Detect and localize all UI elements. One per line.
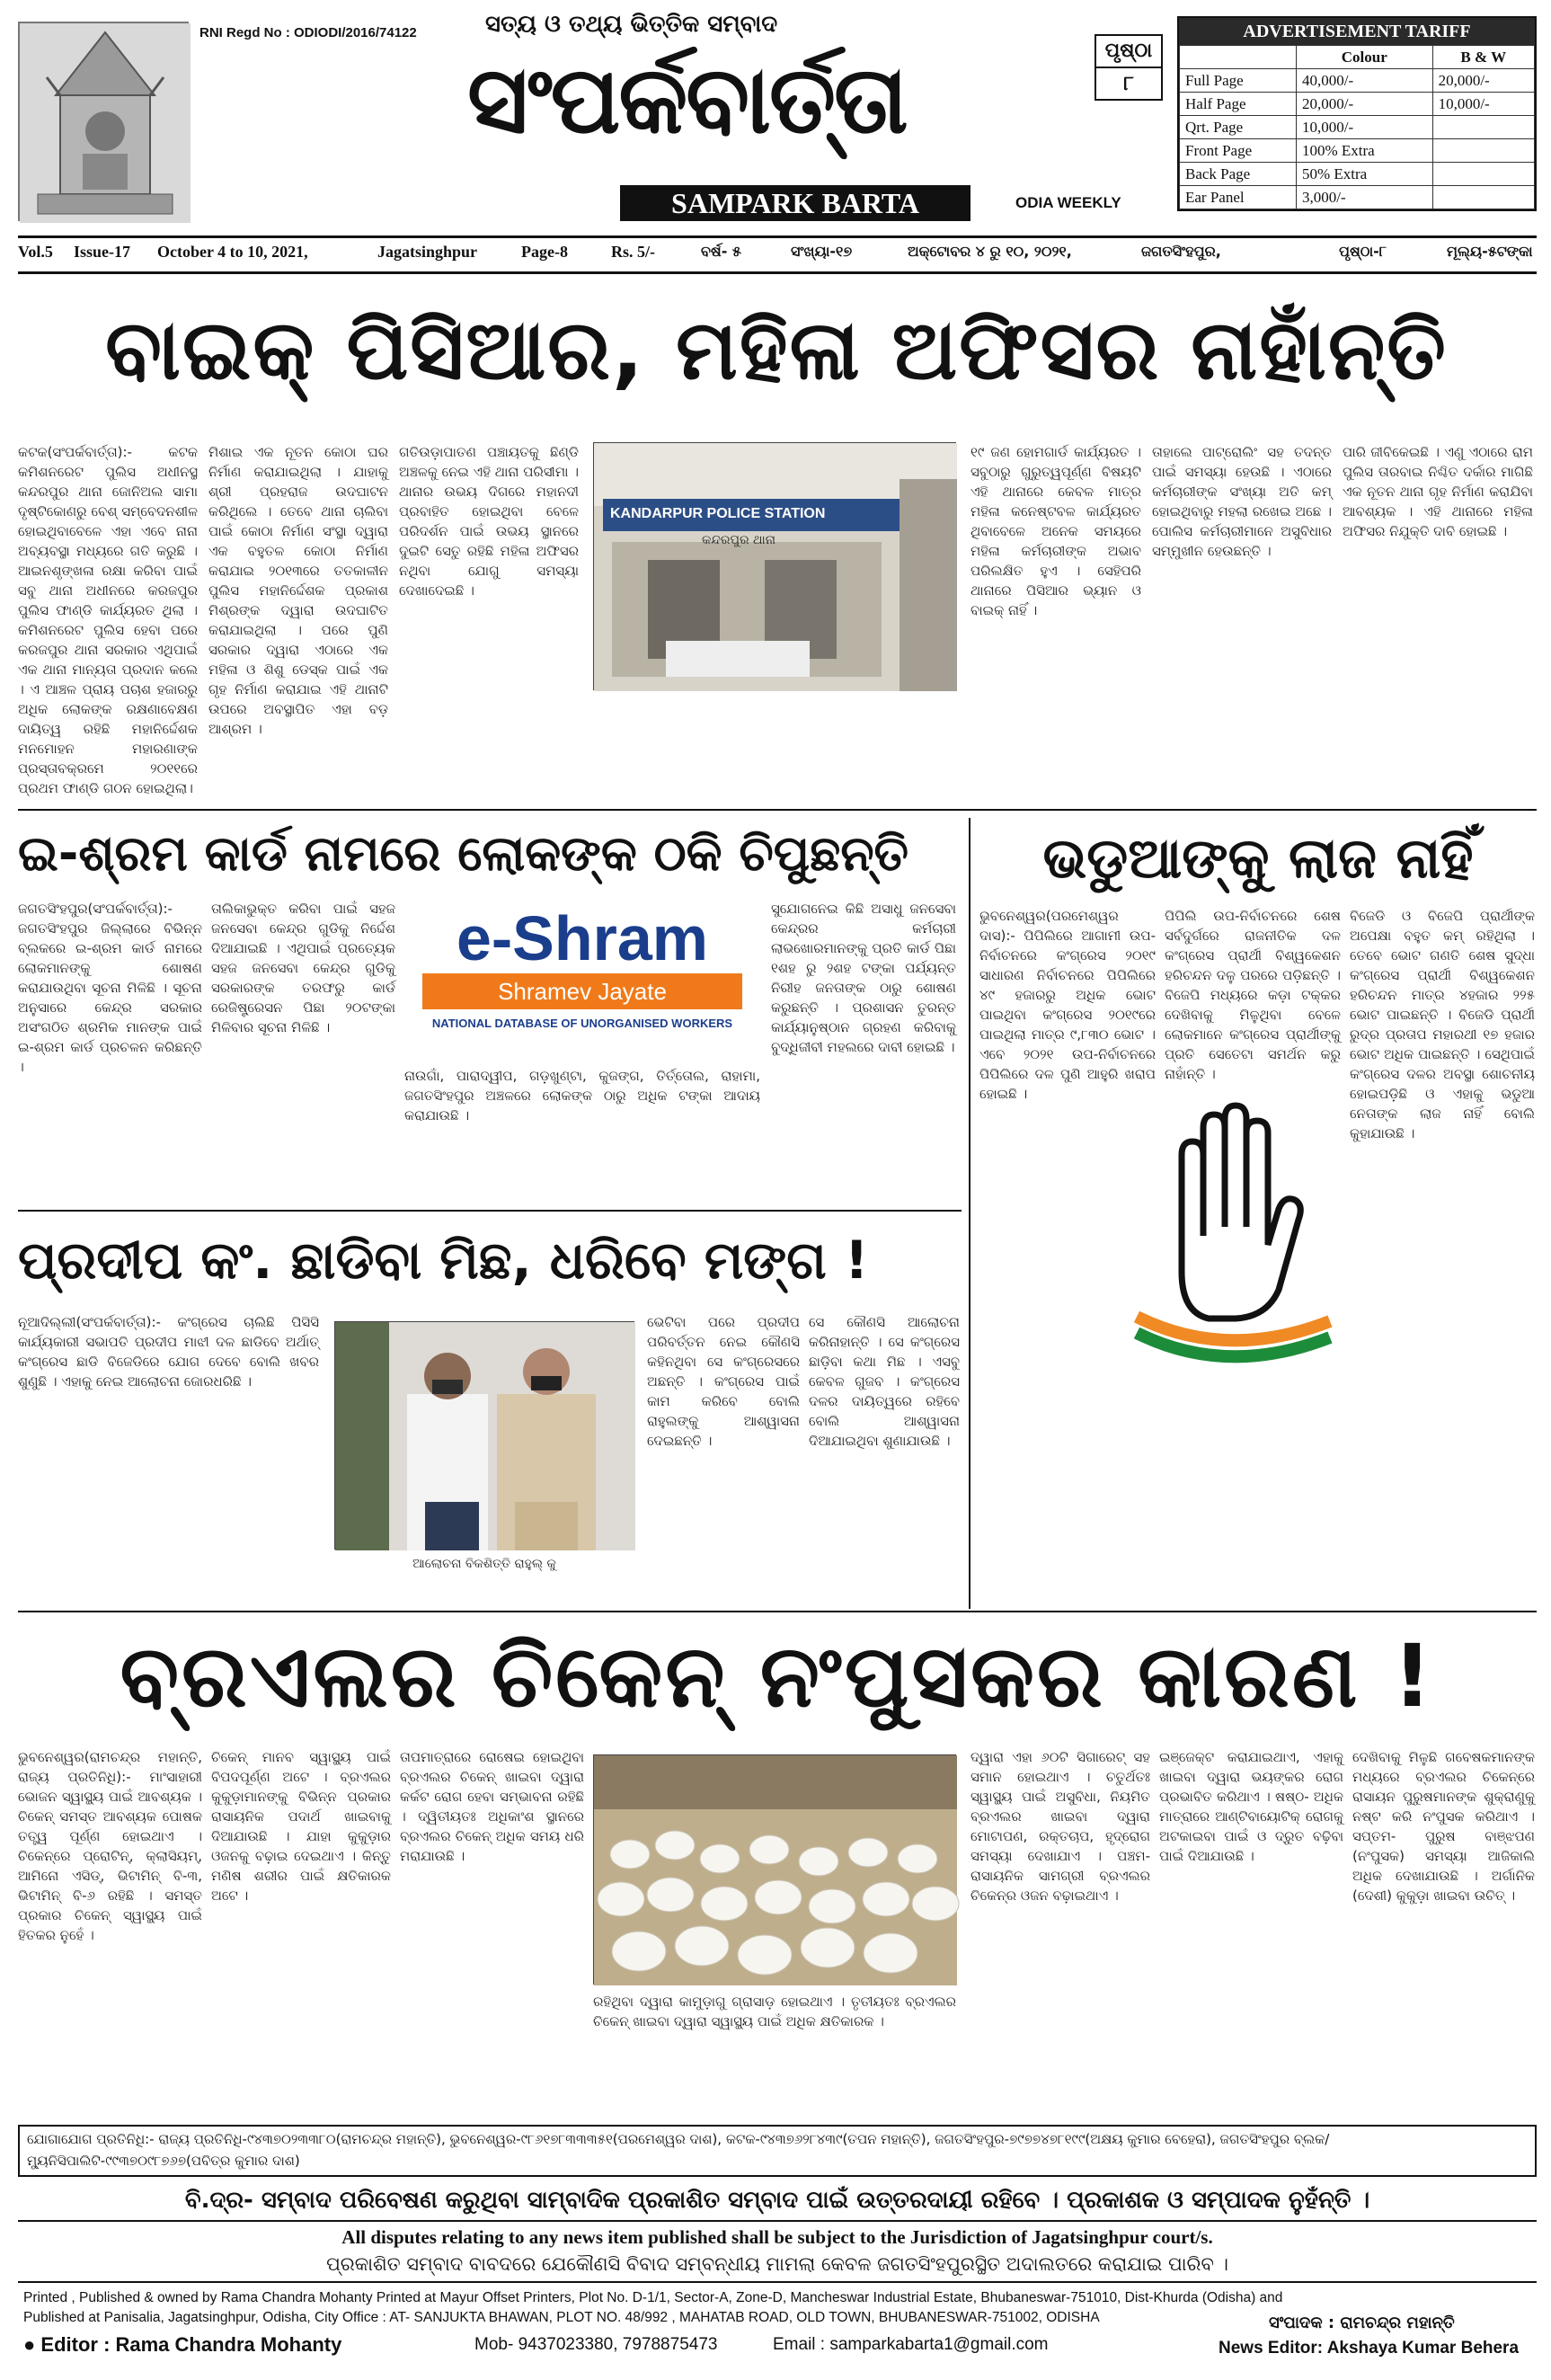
dateline-place: Jagatsinghpur bbox=[377, 243, 478, 261]
story1-col1: କଟକ(ସଂପର୍କବାର୍ତ୍ତା):- କଟକ କମିଶନରେଟ ପୁଲିସ ଅଧୀନସ୍ଥ କନ୍ଦରପୁର ଥାନା ଜୋନିଅଲ ସାମା ଦୃଷ୍ଟିକୋଣରୁ ବେଶ୍ ସମ୍ବେଦନଶୀଳ ହୋଇଥିବାବେଳେ ଏହା ଏବେ ନାନା ଅବ୍ୟବସ୍ଥା ମଧ୍ୟରେ ଗତି କରୁଛି । ଆଇନଶୃଙ୍ଖଳା ରକ୍ଷା କରିବା ପାଇଁ ସବୁ ଥାନା ଅଧୀନରେ କରଜପୁର ପୁଲିସ ଫାଣ୍ଡି କାର୍ଯ୍ୟରତ ଥିଲା । କମିଶନରେଟ ପୁଲିସ ହେବା ପରେ କରଜପୁର ଥାନା ସରକାର ଏଥିପାଇଁ ଏକ ଥାନା ମାନ୍ୟତା ପ୍ରଦାନ କଲେ । ଏ ଆଞ୍ଚଳ ପ୍ରାୟ ପଚାଶ ହଜାରରୁ ଅଧିକ ଲୋକଙ୍କ ରକ୍ଷଣାବେକ୍ଷଣ ଦାୟିତ୍ୱ ରହିଛି ମହାନିର୍ଦ୍ଦେଶକ ମନମୋହନ ମହାରଣାଙ୍କ ପ୍ରସ୍ତାବକ୍ରମେ ୨୦୧୧ରେ ପ୍ରଥମ ଫାଣ୍ଡି ଗଠନ ହୋଇଥିଲା। bbox=[18, 444, 198, 796]
eshram-logo-sub: Shramev Jayate bbox=[498, 978, 667, 1005]
footer-rule-2 bbox=[18, 2281, 1537, 2283]
story2-bottom-rule bbox=[18, 1210, 962, 1212]
story4-col3: ଭେଟିବା ପରେ ପ୍ରଦୀପ ପରିବର୍ତ୍ତନ ନେଇ କୌଣସି କହିନଥିବା ସେ କଂଗ୍ରେସରେ ଅଛନ୍ତି । କଂଗ୍ରେସ ପାଇଁ କାମ କରିବେ ବୋଲି ରାହୁଲଙ୍କୁ ଆଶ୍ୱାସନା ଦେଇଛନ୍ତି । bbox=[647, 1314, 800, 1449]
police-station-sign: KANDARPUR POLICE STATION bbox=[610, 506, 826, 521]
eshram-logo-caption: NATIONAL DATABASE OF UNORGANISED WORKERS bbox=[431, 1017, 733, 1030]
tariff-row bbox=[1180, 69, 1535, 93]
tariff-label: Back Page bbox=[1180, 163, 1297, 186]
story2-col1: ଜଗତସିଂହପୁର(ସଂପର୍କବାର୍ତ୍ତା):- ଜଗତସିଂହପୁର ଜିଲ୍ଲାରେ ବିଭିନ୍ନ ବ୍ଲକରେ ଇ-ଶ୍ରମ କାର୍ଡ ନାମରେ ଲୋକମାନଙ୍କୁ ଶୋଷଣ କରାଯାଉଥିବା ସୂଚନା ମିଳିଛି । ସୂଚନା ଅନୁସାରେ କେନ୍ଦ୍ର ସରକାର ଅସଂଗଠିତ ଶ୍ରମିକ ମାନଙ୍କ ପାଇଁ ଇ-ଶ୍ରମ କାର୍ଡ ପ୍ରଚଳନ କରିଛନ୍ତି । bbox=[18, 901, 202, 1075]
tariff-row bbox=[1180, 116, 1535, 139]
story1-headline: ବାଇକ୍ ପିସିଆର, ମହିଳା ଅଫିସର ନାହାଁନ୍ତି bbox=[105, 302, 1448, 398]
story4-col1: ନୂଆଦିଲ୍ଲୀ(ସଂପର୍କବାର୍ତ୍ତା):- କଂଗ୍ରେସ ଚାଲିଛି ପିସିସି କାର୍ଯ୍ୟକାରୀ ସଭାପତି ପ୍ରଦୀପ ମାଝୀ ଦଳ ଛାଡିବେ ଅର୍ଥାତ୍ କଂଗ୍ରେସ ଛାଡି ବିଜେଡିରେ ଯୋଗ ଦେବେ ବୋଲି ଖବର ଶୁଣୁଛି । ଏହାକୁ ନେଇ ଆଲୋଚନା ଜୋରଧରିଛି । bbox=[18, 1314, 319, 1390]
dateline-odia-year: ବର୍ଷ- ୫ bbox=[701, 243, 741, 260]
story3-col2b bbox=[1165, 1381, 1341, 1605]
eshram-logo-sub-bar bbox=[422, 973, 742, 1009]
police-station-photo bbox=[593, 442, 956, 690]
story4-headline: ପ୍ରଦୀପ କଂ. ଛାଡିବା ମିଛ, ଧରିବେ ମଙ୍ଗ ! bbox=[18, 1230, 869, 1291]
editor-email: Email : samparkabarta1@gmail.com bbox=[773, 2335, 1049, 2354]
tariff-colour: 10,000/- bbox=[1297, 116, 1433, 139]
editor-name-odia: ସଂପାଦକ : ରାମଚନ୍ଦ୍ର ମହାନ୍ତି bbox=[1269, 2313, 1455, 2332]
story2-col4: ସୁଯୋଗନେଇ କିଛି ଅସାଧୁ ଜନସେବା କେନ୍ଦ୍ରର କର୍ମଚାରୀ ଲାଭଖୋରମାନଙ୍କୁ ପ୍ରତି କାର୍ଡ ପିଛା ୧ଶହ ରୁ ୨ଶହ ଟଙ୍କା ପର୍ଯ୍ୟନ୍ତ ନିରୀହ ଜନତାଙ୍କ ଠାରୁ ଶୋଷଣ କରୁଛନ୍ତି । ପ୍ରଶାସନ ତୁରନ୍ତ କାର୍ଯ୍ୟାନୁଷ୍ଠାନ ଗ୍ରହଣ କରିବାକୁ ବୁଦ୍ଧିଜୀବୀ ମହଲରେ ଦାବୀ ହୋଇଛି । bbox=[771, 901, 956, 1055]
dateline-odia-page: ପୃଷ୍ଠା-୮ bbox=[1339, 243, 1387, 260]
tariff-row bbox=[1180, 163, 1535, 186]
rahul-photo-caption: ଆଲୋଚନା ବିକଶିତ୍ତି ରାହୁଲ୍ କୁ bbox=[412, 1557, 556, 1571]
dateline-odia-price: ମୂଲ୍ୟ-୫ଟଙ୍କା bbox=[1447, 243, 1533, 260]
tariff-label: Front Page bbox=[1180, 139, 1297, 163]
tariff-colour: 50% Extra bbox=[1297, 163, 1433, 186]
story2-col3: ନାଉଗାଁ, ପାରାଦ୍ୱୀପ, ଗଡ଼ଖୁଣ୍ଟା, କୁଜଙ୍ଗ, ତିର୍ତ୍ତୋଲ, ରାହାମା, ଜଗତସିଂହପୁର ଅଞ୍ଚଳରେ ଲୋକଙ୍କ ଠାରୁ ଅଧିକ ଟଙ୍କା ଆଦାୟ କରାଯାଉଛି । bbox=[404, 1068, 760, 1123]
story1-col4: ୧୯ ଜଣ ହୋମଗାର୍ଡ କାର୍ଯ୍ୟରତ । ସବୁଠାରୁ ଗୁରୁତ୍ୱପୂର୍ଣ୍ଣ ବିଷୟଟି ଏହି ଥାନାରେ କେବଳ ମାତ୍ର ମହିଳା କନେଷ୍ଟବଳ କାର୍ଯ୍ୟରତ ଥିବାବେଳେ ଅନେକ ସମୟରେ ମହିଳା କର୍ମଚାରୀଙ୍କ ଅଭାବ ପରିଲକ୍ଷିତ ହୁଏ । ସେହିପରି ଥାନାରେ ପିସିଆର ଭ୍ୟାନ ଓ ବାଇକ୍ ନାହିଁ । bbox=[970, 444, 1141, 618]
story3-left-rule bbox=[969, 818, 970, 1609]
story1-col2: ମିଶାଇ ଏକ ନୂତନ କୋଠା ଘର ନିର୍ମାଣ କରାଯାଇଥିଲା । ଯାହାକୁ ଶ୍ରୀ ପ୍ରହରାଜ ଉଦଘାଟନ କରିଥିଲେ । ତେବେ ଥାନା ଚାଲିବା ପାଇଁ କୋଠା ନିର୍ମାଣ ସଂସ୍ଥା ଦ୍ୱାରା ଏକ ବହୁତଳ କୋଠା ନିର୍ମାଣ କରାଯାଇ ୨୦୧୩ରେ ତତକାଳୀନ ପୁଲିସ ମହାନିର୍ଦ୍ଦେଶକ ପ୍ରକାଶ ମିଶ୍ରଙ୍କ ଦ୍ୱାରା ଉଦଘାଟିତ କରାଯାଇଥିଲା । ପରେ ପୁଣି ସରକାର ଦ୍ୱାରା ଏଠାରେ ଏକ ମହିଳା ଓ ଶିଶୁ ଡେସ୍କ ପାଇଁ ଏକ ଗୃହ ନିର୍ମାଣ କରାଯାଇ ଏହି ଥାନାଟି ଉପରେ ଅବସ୍ଥାପିତ ଏହା ବଡ଼ ଆଶ୍ରମ । bbox=[208, 444, 388, 737]
tariff-label: Full Page bbox=[1180, 69, 1297, 93]
footer-rule-1 bbox=[18, 2220, 1537, 2222]
masthead bbox=[0, 0, 1551, 232]
story2-col2: ତାଲିକାଭୁକ୍ତ କରିବା ପାଇଁ ସହଜ ଜନସେବା କେନ୍ଦ୍ର ଗୁଡିକୁ ନିର୍ଦ୍ଦେଶ ଦିଆଯାଇଛି । ଏଥିପାଇଁ ପ୍ରତ୍ୟେକ ସହଜ ଜନସେବା କେନ୍ଦ୍ର ଗୁଡିକୁ ସରକାରଙ୍କ ତରଫରୁ କାର୍ଡ ରେଜିଷ୍ଟ୍ରେସନ ପିଛା ୨୦ଟଙ୍କା ମିଳିବାର ସୂଚନା ମିଳିଛି । bbox=[211, 901, 395, 1035]
masthead-title-en-text: SAMPARK BARTA bbox=[671, 187, 919, 219]
eshram-logo bbox=[404, 903, 760, 1058]
tariff-colour: 20,000/- bbox=[1297, 93, 1433, 116]
tariff-colour: 3,000/- bbox=[1297, 186, 1433, 209]
tariff-bw bbox=[1432, 139, 1534, 163]
dateline-vol: Vol.5 bbox=[18, 243, 53, 261]
contacts-text: ଯୋଗାଯୋଗ ପ୍ରତିନିଧି:- ରାଜ୍ୟ ପ୍ରତିନିଧି-୯୪୩୭୦୨୩୩୮୦(ରାମଚନ୍ଦ୍ର ମହାନ୍ତି), ଭୁବନେଶ୍ୱର-୯୮୬୧୭୮୩୩୩୫୧(ପରମେଶ୍ୱର ଦାଶ), କଟକ-୯୪୩୭୬୨୮୪୩୯(ତପନ ମହାନ୍ତି), ଜଗତସିଂହପୁର-୭୯୭୭୪୭୮୧୯୯(ଅକ୍ଷୟ କୁମାର ବେହେରା), ଜଗତସିଂହପୁର ବ୍ଲକ/ମ୍ୟୁନିସିପାଲିଟି-୯୯୩୭୦୯୮୭୬୭(ପବିତ୍ର କୁମାର ଦାଶ) bbox=[27, 2131, 1330, 2169]
tariff-bw bbox=[1432, 186, 1534, 209]
story3-headline: ଭଡୁଆଙ୍କୁ ଲାଜ ନାହିଁ bbox=[1042, 825, 1474, 891]
editor-mobile: Mob- 9437023380, 7978875473 bbox=[474, 2335, 718, 2354]
story5-col3: ତାପମାତ୍ରାରେ ରୋଷେଇ ହୋଇଥିବା ବ୍ରଏଲର ଚିକେନ୍ ଖାଇବା ଦ୍ୱାରା କର୍କଟ ରୋଗ ହେବା ସମ୍ଭାବନା ରହିଛି । ଦ୍ୱିତୀୟତଃ ଅଧିକାଂଶ ସ୍ଥାନରେ ବ୍ରଏଲର ଚିକେନ୍ ଅଧିକ ସମୟ ଧରି ମରାଯାଉଛି । bbox=[400, 1749, 584, 1864]
dateline-dates: October 4 to 10, 2021, bbox=[157, 243, 308, 261]
dateline-bottom-rule bbox=[18, 271, 1537, 274]
story3-col3: ବିଜେଡି ଓ ବିଜେପି ପ୍ରାର୍ଥୀଙ୍କ ଅପେକ୍ଷା ବହୁତ କମ୍ ରହିଥିଲା । ତେବେ ଭୋଟ ଗଣତି ଶେଷ ସୁଦ୍ଧା କଂଗ୍ରେସ ପ୍ରାର୍ଥୀ ବିଶ୍ୱକେଶନ ହରିଚନ୍ଦନ ମାତ୍ର ୪ହଜାର ୨୨୫ ଭୋଟ ପାଇଛନ୍ତି । ବିଜେଡି ପ୍ରାର୍ଥୀ ରୁଦ୍ର ପ୍ରତାପ ମହାରଥୀ ୧୭ ହଜାର ଭୋଟ ଅଧିକ ପାଇଛନ୍ତି । ସେଥିପାଇଁ କଂଗ୍ରେସ ଦଳର ଅବସ୍ଥା ଶୋଚନୀୟ ହୋଇପଡ଼ିଛି ଓ ଏହାକୁ ଭଡୁଆ ନେତାଙ୍କ ଲାଜ ନାହିଁ ବୋଲି କୁହାଯାଉଛି । bbox=[1350, 908, 1535, 1141]
story3-col1: ଭୁବନେଶ୍ୱର(ପରମେଶ୍ୱର ଦାସ):- ପିପିଲିରେ ଆଗାମୀ ଉପ-ନିର୍ବାଚନରେ କଂଗ୍ରେସ ୨୦୧୯ ସାଧାରଣ ନିର୍ବାଚନରେ ପିପିଲିରେ ୪୯ ହଜାରରୁ ଅଧିକ ଭୋଟ ପାଇଥିବା କଂଗ୍ରେସ ୨୦୧୯ରେ ପାଇଥିଲା ମାତ୍ର ୯,୮୩୦ ଭୋଟ । ଏବେ ୨୦୨୧ ଉପ-ନିର୍ବାଚନରେ ପିପିଲିରେ ଦଳ ପୁଣି ଆହୁରି ଖରାପ ହୋଇଛି । bbox=[979, 908, 1156, 1102]
tariff-label: Qrt. Page bbox=[1180, 116, 1297, 139]
tariff-label: Half Page bbox=[1180, 93, 1297, 116]
page-number-value: ୮ bbox=[1123, 73, 1134, 95]
tariff-header-row bbox=[1180, 46, 1535, 69]
tariff-bw bbox=[1432, 163, 1534, 186]
dateline-odia-dates: ଅକ୍ଟୋବର ୪ ରୁ ୧୦, ୨୦୨୧, bbox=[908, 243, 1072, 260]
tariff-colour: 40,000/- bbox=[1297, 69, 1433, 93]
story1-col3: ଗତିଉଡ଼ାପାତଣ ପଞ୍ଚାୟତକୁ ଛିଣ୍ଡି ଅଞ୍ଚଳକୁ ନେଇ ଏହି ଥାନା ପରିସୀମା । ଥାନାର ଉଭୟ ଦିଗରେ ମହାନଦୀ ପ୍ରବାହିତ ହୋଇଥିବା ବେଳେ ପରିଦର୍ଶନ ପାଇଁ ଉଭୟ ସ୍ଥାନରେ ଦୁଇଟି ସେତୁ ରହିଛି ମହିଳା ଅଫିସର ନଥିବା ଯୋଗୁ ସମସ୍ୟା ଦେଖାଦେଇଛି । bbox=[399, 444, 579, 599]
page-number-box bbox=[1095, 34, 1163, 101]
printed-line-1: Printed , Published & owned by Rama Chandra Mohanty Printed at Mayur Offset Printers, Plot No. D-1/1, Sector-A, Zone-D, Mancheswar Industrial Estate, Bhubaneswar-751010, Dist-Khurda (Odisha) and bbox=[23, 2290, 1283, 2305]
rahul-pradeep-photo bbox=[334, 1321, 634, 1550]
story4-col4: ସେ କୌଣସି ଆଲୋଚନା କରିନାହାନ୍ତି । ସେ କଂଗ୍ରେସ ଛାଡ଼ିବା କଥା ମିଛ । ଏସବୁ କେବଳ ଗୁଜବ । କଂଗ୍ରେସ ଦଳର ଦାୟିତ୍ୱରେ ରହିବେ ବୋଲି ଆଶ୍ୱାସନା ଦିଆଯାଇଥିବା ଶୁଣାଯାଉଛି । bbox=[809, 1314, 960, 1449]
dateline-top-rule bbox=[18, 235, 1537, 238]
story2-headline: ଇ-ଶ୍ରମ କାର୍ଡ ନାମରେ ଲୋକଙ୍କ ଠକି ଚିପୁଛନ୍ତି bbox=[18, 825, 909, 882]
tariff-label: Ear Panel bbox=[1180, 186, 1297, 209]
story5-col4: ରହିଥିବା ଦ୍ୱାରା କାମୁଡ଼ାଗୁ ଗ୍ରାସାଡ଼ ହୋଇଥାଏ । ତୃତୀୟତଃ ବ୍ରଏଲର ଚିକେନ୍ ଖାଇବା ଦ୍ୱାରା ସ୍ୱାସ୍ଥ୍ୟ ପାଇଁ ଅଧିକ କ୍ଷତିକାରକ । bbox=[593, 1994, 956, 2029]
masthead-title-en bbox=[620, 185, 970, 221]
story5-col1: ଭୁବନେଶ୍ୱର(ରାମଚନ୍ଦ୍ର ମହାନ୍ତି, ରାଜ୍ୟ ପ୍ରତିନିଧି):- ମାଂସାହାରୀ ଭୋଜନ ସ୍ୱାସ୍ଥ୍ୟ ପାଇଁ ଆବଶ୍ୟକ । ଚିକେନ୍ ସମସ୍ତ ଆବଶ୍ୟକ ପୋଷକ ତତ୍ତ୍ୱ ପୂର୍ଣ୍ଣ ହୋଇଥାଏ । ଚିକେନ୍‌ରେ ପ୍ରୋଟିନ୍, କ୍ଲାସିୟମ୍, ଆମିନୋ ଏସିଡ୍, ଭିଟାମିନ୍ ବି-୩, ଭିଟାମିନ୍ ବି-୬ ରହିଛି । ସମସ୍ତ ପ୍ରକାର ଚିକେନ୍ ସ୍ୱାସ୍ଥ୍ୟ ପାଇଁ ହିତକର ନୁହେଁ । bbox=[18, 1749, 202, 1943]
tariff-header-colour: Colour bbox=[1297, 46, 1433, 69]
story1-col6: ପାରି ଜୀବିକେଇଛି । ଏଣୁ ଏଠାରେ ରାମ ପୁଲିସ ତାରବାଇ ନିଶ୍ଚିତ ଦର୍କାର ମାଗିଛି ଏକ ନୂତନ ଥାନା ଗୃହ ନିର୍ମାଣ କରାଯିବା ଆବଶ୍ୟକ । ଏହି ଥାନାରେ ମହିଳା ଅଫିସର ନିଯୁକ୍ତି ଦାବି ହୋଇଛି । bbox=[1343, 444, 1533, 539]
tariff-row bbox=[1180, 93, 1535, 116]
story5-col2: ଚିକେନ୍ ମାନବ ସ୍ୱାସ୍ଥ୍ୟ ପାଇଁ ବିପଦପୂର୍ଣ୍ଣ ଅଟେ । ବ୍ରଏଲର କୁକୁଡ଼ାମାନଙ୍କୁ ବିଭିନ୍ନ ପ୍ରକାର ରାସାୟନିକ ପଦାର୍ଥ ଖାଇବାକୁ ଦିଆଯାଉଛି । ଯାହା କୁକୁଡ଼ାର ଓଜନକୁ ବଢ଼ାଇ ଦେଇଥାଏ । କିନ୍ତୁ ମଣିଷ ଶରୀର ପାଇଁ କ୍ଷତିକାରକ ଅଟେ । bbox=[211, 1749, 391, 1904]
tagline: ସତ୍ୟ ଓ ତଥ୍ୟ ଭିତ୍ତିକ ସମ୍ବାଦ bbox=[485, 11, 778, 38]
tariff-colour: 100% Extra bbox=[1297, 139, 1433, 163]
story3-col2: ପିପିଲି ଉପ-ନିର୍ବାଚନରେ ଶେଷ ସର୍ବଦୁର୍ଗରେ ରାଜନୀତିକ ଦଳ କଂଗ୍ରେସ ପ୍ରାର୍ଥୀ ବିଶ୍ୱକେଶନ ହରିଚନ୍ଦନ ଦଳୁ ପରରେ ପଡ଼ିଛନ୍ତି । ବିଜେପି ମଧ୍ୟରେ କଡ଼ା ଟକ୍କର ଦେଖିବାକୁ ମିଳୁଥିବା ବେଳେ ଲୋକମାନେ କଂଗ୍ରେସ ପ୍ରାର୍ଥୀଙ୍କୁ ପ୍ରତି ସେତେଟା ସମର୍ଥନ କରୁ ନାହାଁନ୍ତି । bbox=[1165, 908, 1341, 1082]
story5-col7: ଦେଖିବାକୁ ମିଳୁଛି ଗବେଷକମାନଙ୍କ ମଧ୍ୟରେ ବ୍ରଏଲର ଚିକେନ୍‌ରେ ରାସାୟନ ପୁରୁଷମାନଙ୍କ ଶୁକ୍ରାଣୁକୁ ନଷ୍ଟ କରି ନଂପୁସକ କରିଥାଏ । ସପ୍ତମ- ପୁରୁଷ ବାଞ୍ଝପଣ (ନଂପୁସକ) ସମସ୍ୟା ଆଜିକାଲି ଅଧିକ ଦେଖାଯାଉଛି । ଅର୍ଗାନିକ (ଦେଶୀ) କୁକୁଡ଼ା ଖାଇବା ଉଚିତ୍ । bbox=[1352, 1749, 1535, 1904]
tariff-header-blank bbox=[1180, 46, 1297, 69]
disputes-en: All disputes relating to any news item published shall be subject to the Jurisdiction of Jagatsinghpur court/s. bbox=[341, 2226, 1213, 2248]
eshram-logo-main: e-Shram bbox=[456, 903, 709, 973]
police-station-sign-odia: କନ୍ଦରପୁର ଥାନା bbox=[702, 533, 776, 547]
story5-headline: ବ୍ରଏଲର ଚିକେନ୍ ନଂପୁସକର କାରଣ ! bbox=[120, 1626, 1435, 1727]
story1-bottom-rule bbox=[18, 809, 1537, 811]
tariff-title: ADVERTISEMENT TARIFF bbox=[1179, 18, 1535, 45]
printed-line-2: Published at Panisalia, Jagatsinghpur, Odisha, City Office : AT- SANJUKTA BHAWAN, PLOT NO. 48/992 , MAHATAB ROAD, OLD TOWN, BHUBANESWAR-751002, ODISHA bbox=[23, 2310, 1100, 2325]
advertisement-tariff bbox=[1177, 16, 1537, 211]
tariff-header-bw: B & W bbox=[1432, 46, 1534, 69]
disputes-odia: ପ୍ରକାଶିତ ସମ୍ବାଦ ବାବଦରେ ଯେକୌଣସି ବିବାଦ ସମ୍ବନ୍ଧୀୟ ମାମଲା କେବଳ ଜଗତସିଂହପୁରସ୍ଥିତ ଅଦାଲତରେ କରାଯାଇ ପାରିବ । bbox=[326, 2253, 1228, 2275]
editor-name: ● Editor : Rama Chandra Mohanty bbox=[23, 2333, 342, 2356]
dateline-page: Page-8 bbox=[521, 243, 568, 261]
tariff-bw bbox=[1432, 116, 1534, 139]
page-number-label: ପୃଷ୍ଠା bbox=[1096, 36, 1161, 68]
temple-logo-icon bbox=[18, 22, 189, 221]
story5-col5: ଦ୍ୱାରା ଏହା ୬୦ଟି ସିଗାରେଟ୍ ସହ ସମାନ ହୋଇଥାଏ । ଚତୁର୍ଥତଃ ସ୍ୱାସ୍ଥ୍ୟ ପାଇଁ ଅସୁବିଧା, ନିୟମିତ ବ୍ରଏଲର ଖାଇବା ଦ୍ୱାରା ମୋଟାପଣ, ରକ୍ତଚାପ, ହୃଦ୍‌ରୋଗ ସମସ୍ୟା ଦେଖାଯାଏ । ପଞ୍ଚମ-ରାସାୟନିକ ସାମଗ୍ରୀ ବ୍ରଏଲର ଚିକେନ୍‌ର ଓଜନ ବଢ଼ାଇଥାଏ । bbox=[970, 1749, 1150, 1904]
dateline-price: Rs. 5/- bbox=[611, 243, 655, 261]
weekly-label: ODIA WEEKLY bbox=[1015, 194, 1121, 211]
tariff-bw: 10,000/- bbox=[1432, 93, 1534, 116]
tariff-bw: 20,000/- bbox=[1432, 69, 1534, 93]
story5-col6: ଇଞ୍ଜେକ୍ଟ କରାଯାଇଥାଏ, ଏହାକୁ ଖାଇବା ଦ୍ୱାରା ଭୟଙ୍କର ରୋଗ ପ୍ରଭାବିତ କରିଥାଏ । ଷଷ୍ଠ- ଅଧିକ ମାତ୍ରାରେ ଆଣ୍ଟିବାୟୋଟିକ୍ ରୋଗକୁ ଅଟକାଇବା ପାଇଁ ଓ ଦ୍ରୁତ ବଢ଼ିବା ପାଇଁ ଦିଆଯାଉଛି । bbox=[1159, 1749, 1343, 1864]
congress-hand-logo bbox=[1119, 1092, 1343, 1371]
tariff-row bbox=[1180, 139, 1535, 163]
tariff-table bbox=[1179, 45, 1535, 209]
contacts-box bbox=[18, 2125, 1537, 2177]
news-editor: News Editor: Akshaya Kumar Behera bbox=[1219, 2339, 1520, 2358]
tariff-row bbox=[1180, 186, 1535, 209]
dateline-issue: Issue-17 bbox=[74, 243, 131, 261]
masthead-title-odia: ସଂପର୍କବାର୍ତ୍ତା bbox=[467, 45, 907, 155]
chicken-farm-photo bbox=[593, 1754, 956, 1985]
story3-col1b bbox=[979, 1129, 1114, 1605]
editorial-note: ବି.ଦ୍ର- ସମ୍ବାଦ ପରିବେଷଣ କରୁଥିବା ସାମ୍ବାଦିକ ପ୍ରକାଶିତ ସମ୍ବାଦ ପାଇଁ ଉତ୍ତରଦାୟୀ ରହିବେ । ପ୍ରକାଶକ ଓ ସମ୍ପାଦକ ନୁହଁନ୍ତି । bbox=[184, 2187, 1370, 2214]
dateline bbox=[18, 243, 1537, 270]
story4-bottom-rule bbox=[18, 1611, 1537, 1612]
rni-number: RNI Regd No : ODIODI/2016/74122 bbox=[199, 25, 417, 40]
story1-col5: ତାହାଲେ ପାଟ୍ରୋଲିଂ ସହ ତଦନ୍ତ ପାଇଁ ସମସ୍ୟା ହେଉଛି । ଏଠାରେ କର୍ମଚାରୀଙ୍କ ସଂଖ୍ୟା ଅତି କମ୍ ହୋଇଥିବାରୁ ମହଲା ରଖେଇ ଅଛେ । ପୋଲିସ କର୍ମଚାରୀମାନେ ଅସୁବିଧାର ସମ୍ମୁଖୀନ ହେଉଛନ୍ତି । bbox=[1152, 444, 1332, 559]
dateline-odia-place: ଜଗତସିଂହପୁର, bbox=[1141, 243, 1221, 260]
dateline-odia-issue: ସଂଖ୍ୟା-୧୭ bbox=[791, 243, 853, 260]
